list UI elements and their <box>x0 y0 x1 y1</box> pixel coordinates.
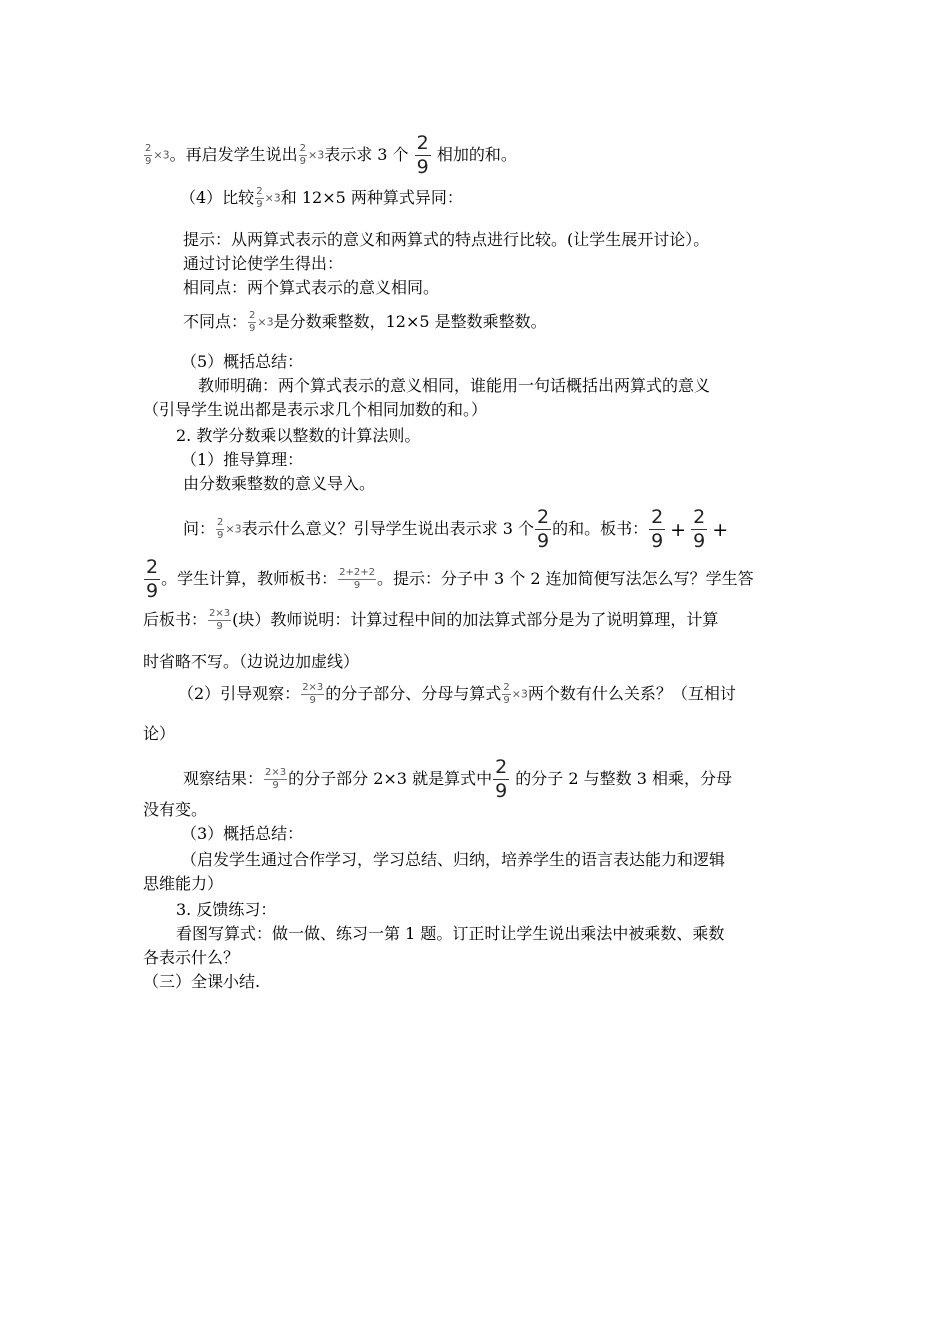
fraction <box>338 568 376 591</box>
denominator: 9 <box>309 695 316 706</box>
text-line: 看图写算式：做一做、练习一第 1 题。订正时让学生说出乘法中被乘数、乘数 <box>176 924 725 943</box>
text-line <box>143 134 517 177</box>
text-line: （引导学生说出都是表示求几个相同加数的和。） <box>143 400 488 419</box>
fraction <box>264 768 287 791</box>
text-line: 由分数乘整数的意义导入。 <box>183 474 376 493</box>
plus-sign: + <box>712 518 729 541</box>
text-segment: 的分子 2 与整数 3 相乘，分母 <box>510 769 732 788</box>
numerator: 2 <box>217 517 224 528</box>
text-line <box>178 682 736 707</box>
text-segment: （4）比较 <box>180 188 255 207</box>
text-line: 提示：从两算式表示的意义和两算式的特点进行比较。(让学生展开讨论）。 <box>183 230 710 249</box>
text-line: 相同点：两个算式表示的意义相同。 <box>183 278 440 297</box>
text-segment: 的分子部分、分母与算式 <box>325 684 502 703</box>
text-segment: 。提示：分子中 3 个 2 连加简便写法怎么写？学生答 <box>376 569 754 588</box>
numerator: 2+2+2 <box>339 567 375 578</box>
multiplier: ×3 <box>225 522 242 536</box>
numerator: 2 <box>651 506 664 528</box>
denominator: 9 <box>146 580 159 602</box>
fraction <box>502 683 510 706</box>
denominator: 9 <box>416 156 429 178</box>
numerator: 2 <box>146 556 159 578</box>
denominator: 9 <box>256 199 263 210</box>
text-segment: 是分数乘整数，12×5 是整数乘整数。 <box>273 312 547 331</box>
numerator: 2×3 <box>265 767 287 778</box>
plus-sign: + <box>670 518 687 541</box>
text-line <box>183 508 732 551</box>
text-segment: 表示什么意义？引导学生说出表示求 3 个 <box>241 519 534 538</box>
numerator: 2 <box>693 506 706 528</box>
text-line: 3. 反馈练习： <box>176 900 277 919</box>
text-segment: （2）引导观察： <box>178 684 301 703</box>
numerator: 2 <box>299 143 306 154</box>
multiplier: ×3 <box>153 148 170 162</box>
multiplier: ×3 <box>257 315 274 329</box>
fraction <box>144 144 152 167</box>
denominator: 9 <box>503 695 510 706</box>
fraction <box>535 508 551 551</box>
text-line: 论） <box>143 724 176 743</box>
multiplier: ×3 <box>511 687 528 701</box>
denominator: 9 <box>495 780 508 802</box>
denominator: 9 <box>217 530 224 541</box>
denominator: 9 <box>145 156 152 167</box>
fraction <box>649 508 665 551</box>
text-line <box>143 558 754 601</box>
numerator: 2×3 <box>302 682 324 693</box>
text-segment: 不同点： <box>183 312 248 331</box>
fraction <box>216 518 224 541</box>
denominator: 9 <box>249 323 256 334</box>
numerator: 2×3 <box>209 608 231 619</box>
text-segment: 表示求 3 个 <box>324 145 414 164</box>
text-line <box>183 310 547 335</box>
text-segment: 和 12×5 两种算式异同： <box>280 188 463 207</box>
text-segment: 观察结果： <box>183 769 264 788</box>
text-segment: 两个数有什么关系？（互相讨 <box>527 684 736 703</box>
fraction <box>208 609 231 632</box>
text-line: 2. 教学分数乘以整数的计算法则。 <box>176 426 421 445</box>
denominator: 9 <box>272 780 279 791</box>
text-line: 通过讨论使学生得出： <box>183 254 344 273</box>
fraction <box>493 758 509 801</box>
text-segment: 。再启发学生说出 <box>169 145 298 164</box>
text-line <box>183 758 732 801</box>
text-segment: 后板书： <box>143 610 208 629</box>
denominator: 9 <box>299 156 306 167</box>
fraction <box>255 187 263 210</box>
text-line: 思维能力） <box>143 874 224 893</box>
text-line: （三）全课小结. <box>143 972 261 991</box>
text-segment: (块）教师说明：计算过程中间的加法算式部分是为了说明算理，计算 <box>232 610 719 629</box>
denominator: 9 <box>353 580 361 591</box>
numerator: 2 <box>536 506 550 528</box>
numerator: 2 <box>495 756 508 778</box>
numerator: 2 <box>416 132 429 154</box>
numerator: 2 <box>249 310 256 321</box>
denominator: 9 <box>216 621 223 632</box>
text-segment: 的分子部分 2×3 就是算式中 <box>288 769 493 788</box>
numerator: 2 <box>145 143 152 154</box>
text-line: 没有变。 <box>143 800 208 819</box>
denominator: 9 <box>536 530 550 552</box>
numerator: 2 <box>503 682 510 693</box>
text-line: （1）推导算理： <box>181 450 304 469</box>
multiplier: ×3 <box>307 148 325 162</box>
denominator: 9 <box>651 530 664 552</box>
text-line: 时省略不写。（边说边加虚线） <box>143 652 360 671</box>
text-segment: 的和。板书： <box>552 519 649 538</box>
fraction <box>691 508 707 551</box>
text-line: （3）概括总结： <box>181 824 304 843</box>
text-segment: 。学生计算，教师板书： <box>161 569 338 588</box>
text-line: 各表示什么？ <box>143 948 240 967</box>
fraction <box>415 134 431 177</box>
text-line <box>143 608 718 632</box>
fraction <box>299 144 307 167</box>
text-line: 教师明确：两个算式表示的意义相同，谁能用一句话概括出两算式的意义 <box>198 376 711 395</box>
numerator: 2 <box>256 186 263 197</box>
fraction <box>248 311 256 334</box>
text-line: （5）概括总结： <box>181 352 304 371</box>
text-segment: 相加的和。 <box>431 145 517 164</box>
text-line: （启发学生通过合作学习，学习总结、归纳，培养学生的语言表达能力和逻辑 <box>181 850 726 869</box>
fraction <box>301 683 324 706</box>
text-line <box>180 186 463 211</box>
fraction <box>144 558 160 601</box>
denominator: 9 <box>693 530 706 552</box>
text-segment: 问： <box>183 519 216 538</box>
multiplier: ×3 <box>264 191 281 205</box>
